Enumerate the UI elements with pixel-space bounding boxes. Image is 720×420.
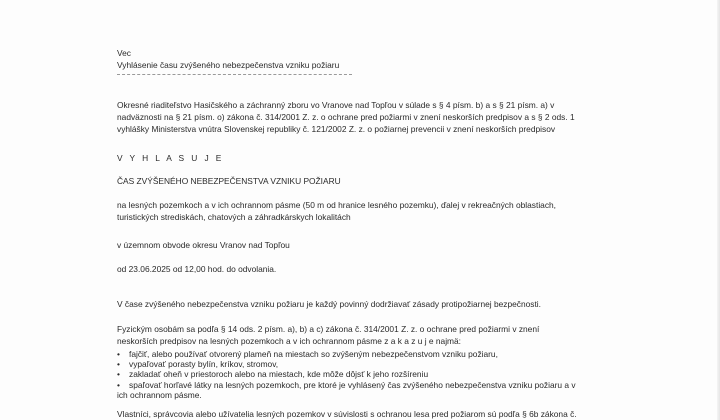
obligation-line: V čase zvýšeného nebezpečenstva vzniku požiaru je každý povinný dodržiavať zásady protipožiarnej bezpečnosti.: [117, 299, 541, 309]
intro-line-2: nadväznosti na § 21 písm. o) zákona č. 314/2001 Z. z. o ochrane pred požiarmi v znení neskorších predpisov a s § 2 ods. 1: [117, 112, 575, 122]
scope-line-1: na lesných pozemkoch a v ich ochrannom pásme (50 m od hranice lesného pozemku), ďalej v rekreačných oblastiach,: [117, 200, 557, 210]
list-item: • spaľovať horľavé látky na lesných pozemkoch, pre ktoré je vyhlásený čas zvýšeného nebezpečenstva vzniku požiaru a v: [117, 380, 576, 390]
district-line: v územnom obvode okresu Vranov nad Topľou: [117, 240, 290, 250]
subject-underline: [117, 74, 352, 75]
prohibition-line-2: neskorších predpisov na lesných pozemkoch a v ich ochrannom pásme z a k a z u j e najmä:: [117, 336, 462, 346]
prohibition-line-1: Fyzickým osobám sa podľa § 14 ods. 2 písm. a), b) a c) zákona č. 314/2001 Z. z. o ochrane pred požiarmi v znení: [117, 324, 540, 334]
period-line: od 23.06.2025 od 12,00 hod. do odvolania.: [117, 264, 277, 274]
section-heading: ČAS ZVÝŠENÉHO NEBEZPEČENSTVA VZNIKU POŽIARU: [117, 176, 341, 186]
owners-line: Vlastníci, správcovia alebo užívatelia lesných pozemkov v súvislosti s ochranou lesa pred požiarom sú podľa § 6b zákona č.: [117, 409, 577, 419]
list-item: • vypaľovať porasty bylín, kríkov, stromov,: [117, 359, 576, 369]
prohibition-list: [117, 349, 576, 400]
list-item: • zakladať oheň v priestoroch alebo na miestach, kde môže dôjsť k jeho rozšíreniu: [117, 369, 576, 379]
intro-line-1: Okresné riaditeľstvo Hasičského a záchranný zboru vo Vranove nad Topľou v súlade s § 4 písm. b) a s § 21 písm. a) v: [117, 100, 555, 110]
subject-title: Vyhlásenie času zvýšeného nebezpečenstva vzniku požiaru: [117, 60, 340, 70]
list-item: • fajčiť, alebo používať otvorený plameň na miestach so zvýšeným nebezpečenstvom vzniku požiaru,: [117, 349, 576, 359]
intro-line-3: vyhlášky Ministerstva vnútra Slovenskej republiky č. 121/2002 Z. z. o požiarnej prevencii v znení neskorších predpisov: [117, 124, 556, 134]
subject-label: Vec: [117, 48, 131, 58]
declare-heading: V Y H L A S U J E: [117, 153, 224, 163]
list-item-continuation: ich ochrannom pásme.: [117, 389, 202, 400]
scope-line-2: turistických strediskách, chatových a záhradkárskych lokalitách: [117, 212, 351, 222]
